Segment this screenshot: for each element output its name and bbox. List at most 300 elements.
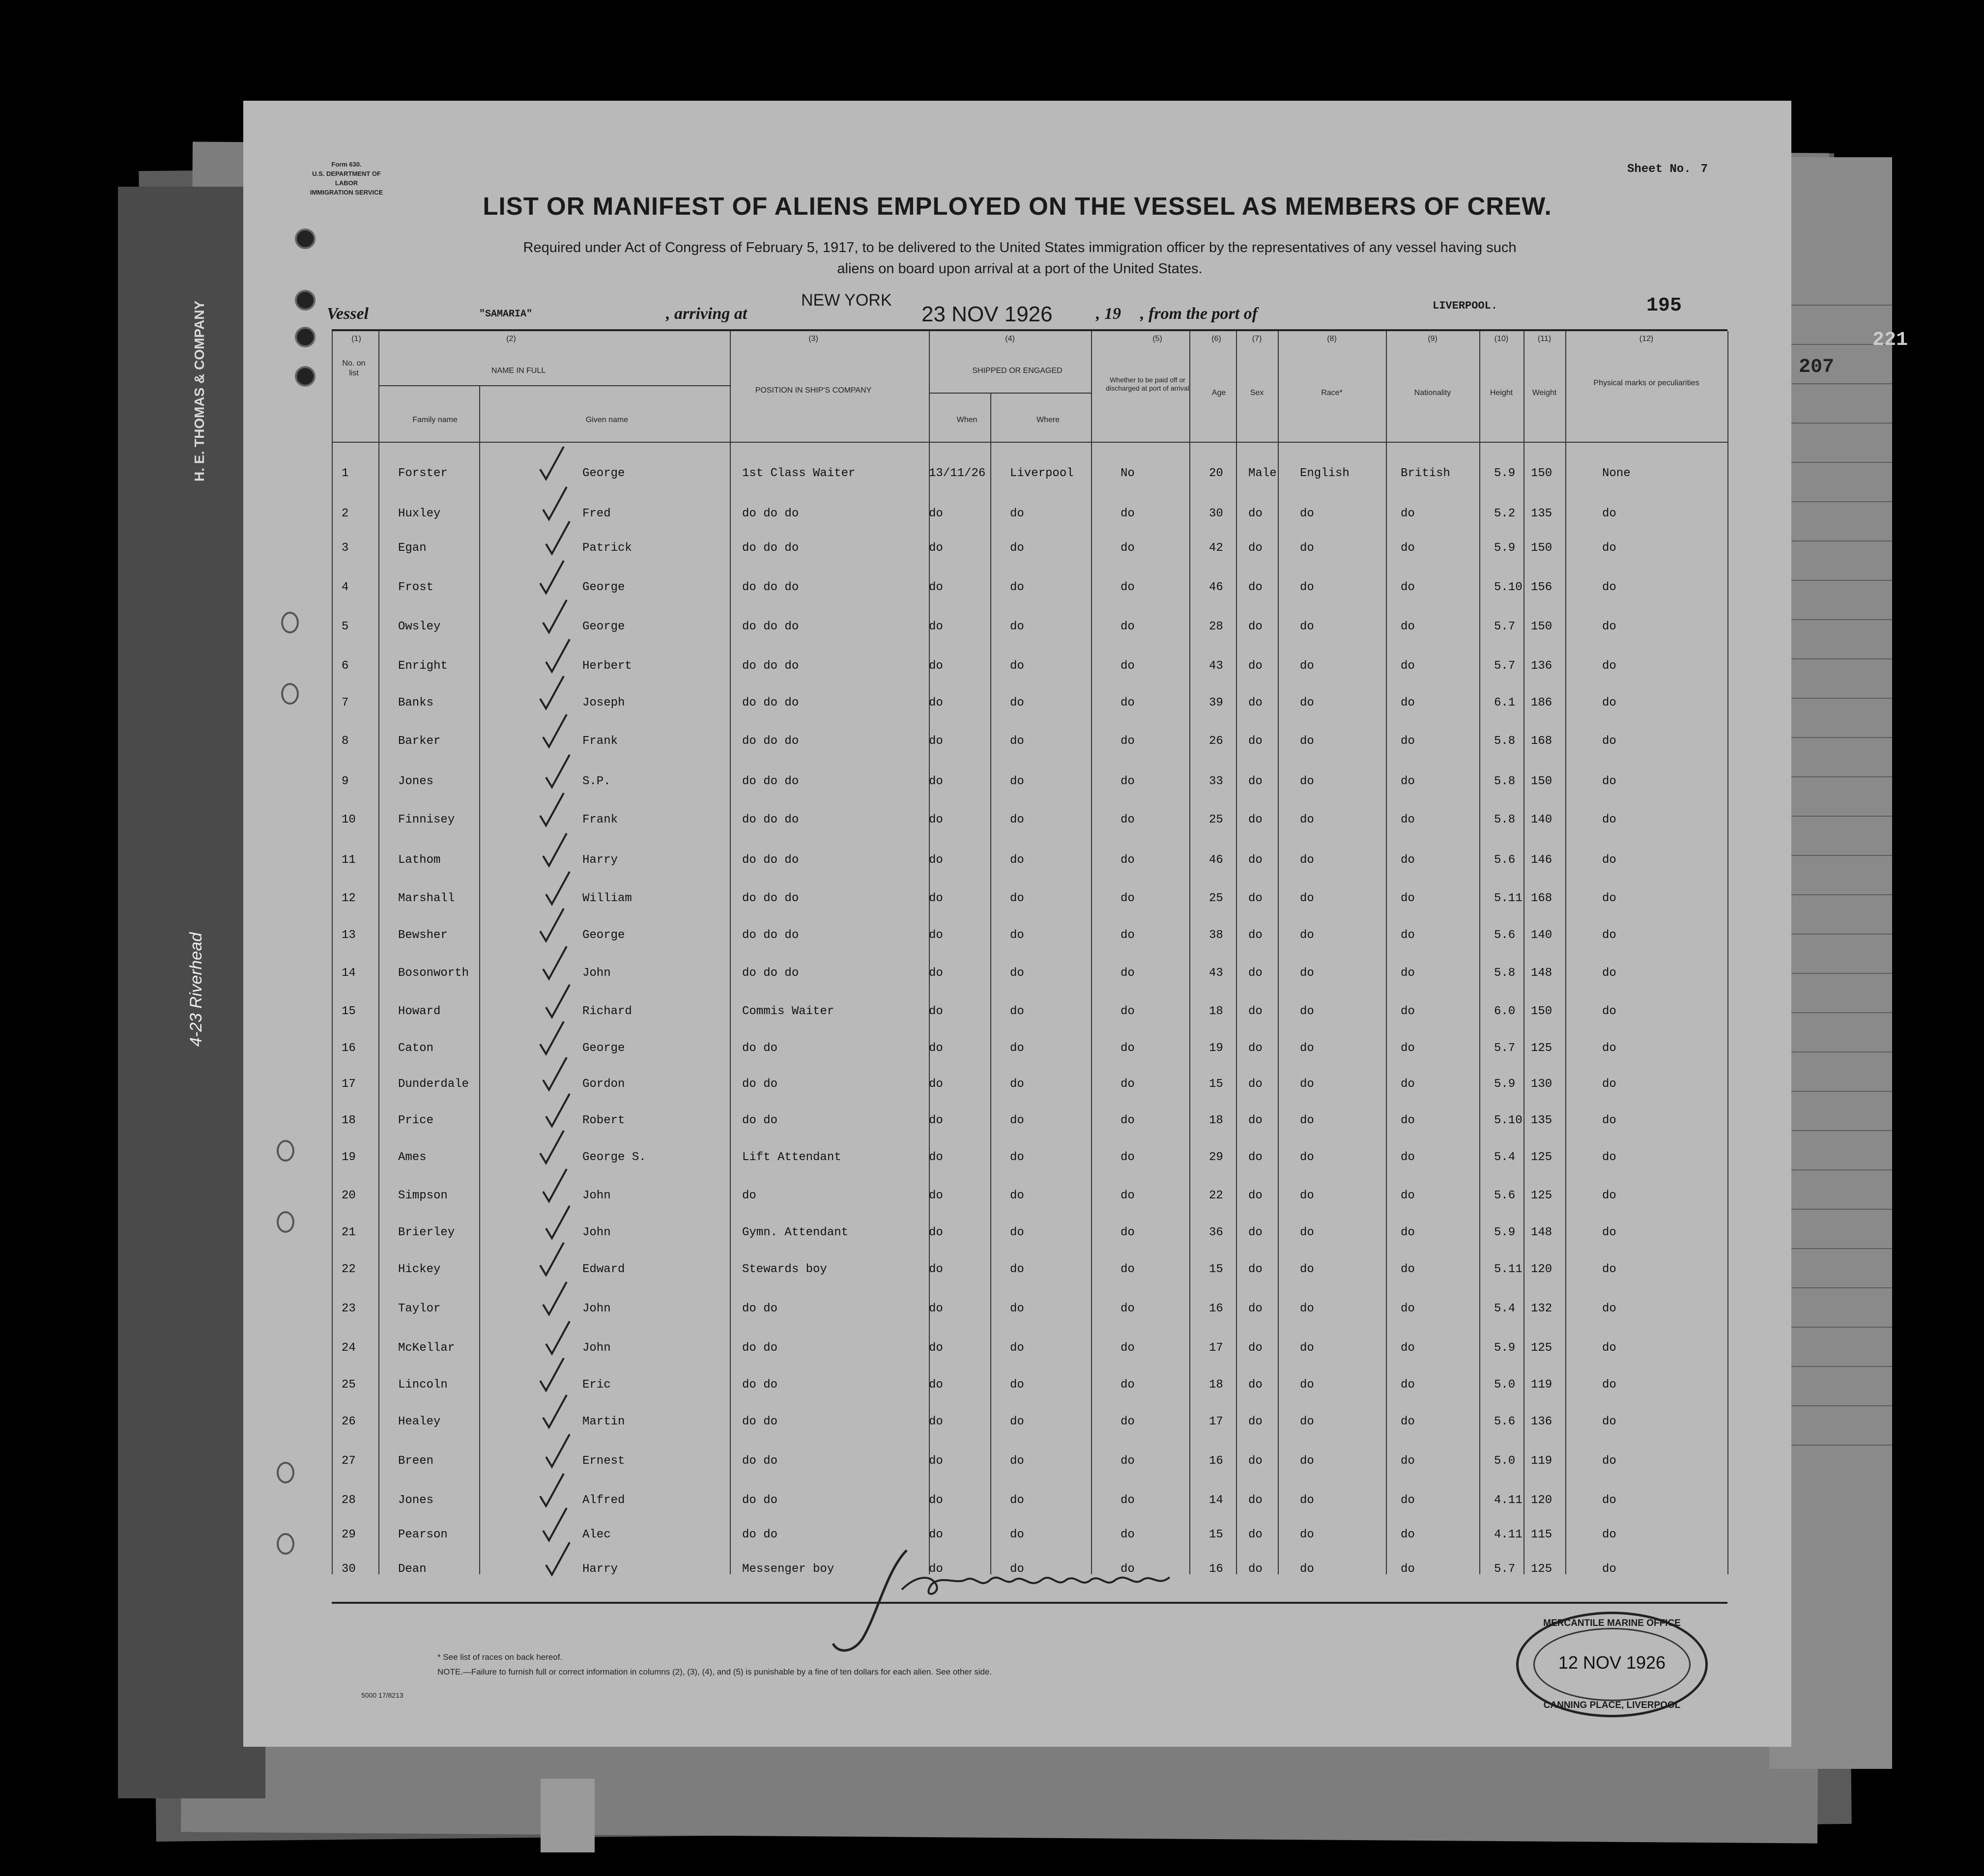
weight: 120: [1531, 1263, 1553, 1276]
nationality: do: [1401, 1415, 1415, 1428]
given-name: Alfred: [582, 1494, 625, 1507]
nationality: do: [1401, 1563, 1415, 1576]
weight: 125: [1531, 1563, 1553, 1576]
race: do: [1300, 1042, 1314, 1055]
engaged-where: do: [1010, 1151, 1024, 1164]
sex: do: [1248, 1189, 1263, 1202]
physical-marks: do: [1602, 1263, 1616, 1276]
sex: do: [1248, 892, 1263, 905]
page-subtitle: [332, 237, 1708, 280]
engaged-where: do: [1010, 929, 1024, 942]
weight: 125: [1531, 1341, 1553, 1355]
given-name: Ernest: [582, 1454, 625, 1468]
physical-marks: do: [1602, 775, 1616, 788]
paid-off: do: [1121, 696, 1135, 710]
row-number: 5: [342, 620, 349, 633]
engaged-when: do: [929, 1005, 943, 1018]
age: 28: [1209, 620, 1223, 633]
nationality: do: [1401, 1189, 1415, 1202]
col-header: POSITION IN SHIP'S COMPANY: [755, 386, 872, 395]
position: 1st Class Waiter: [742, 467, 856, 480]
physical-marks: do: [1602, 1494, 1616, 1507]
given-name: John: [582, 1226, 611, 1239]
paid-off: do: [1121, 1563, 1135, 1576]
given-name: John: [582, 1302, 611, 1315]
height: 5.6: [1494, 1189, 1516, 1202]
check-mark-icon: [544, 870, 571, 907]
binder-hole: [277, 1211, 294, 1233]
engaged-when: do: [929, 775, 943, 788]
height: 5.9: [1494, 467, 1516, 480]
given-name: Frank: [582, 813, 618, 826]
paid-off: do: [1121, 1378, 1135, 1392]
given-name: Fred: [582, 507, 611, 520]
engaged-when: do: [929, 929, 943, 942]
race: do: [1300, 1341, 1314, 1355]
col-header: NAME IN FULL: [491, 367, 546, 375]
race: do: [1300, 853, 1314, 867]
age: 16: [1209, 1454, 1223, 1468]
given-name: S.P.: [582, 775, 611, 788]
given-name: Edward: [582, 1263, 625, 1276]
given-name: Richard: [582, 1005, 632, 1018]
position: Stewards boy: [742, 1263, 827, 1276]
nationality: do: [1401, 775, 1415, 788]
engaged-where: do: [1010, 1528, 1024, 1541]
printer-mark: 5000 17/8213: [361, 1691, 403, 1699]
race: do: [1300, 892, 1314, 905]
physical-marks: do: [1602, 1454, 1616, 1468]
row-number: 13: [342, 929, 356, 942]
engaged-where: do: [1010, 1563, 1024, 1576]
sex: do: [1248, 1341, 1263, 1355]
col-header: Race*: [1321, 389, 1343, 397]
binder-hole: [277, 1140, 294, 1162]
col-header: No. on list: [342, 359, 366, 377]
sex: do: [1248, 775, 1263, 788]
given-name: George: [582, 467, 625, 480]
paid-off: do: [1121, 1263, 1135, 1276]
position: do: [742, 1189, 756, 1202]
physical-marks: do: [1602, 1114, 1616, 1127]
given-name: George: [582, 581, 625, 594]
paid-off: do: [1121, 929, 1135, 942]
sex: do: [1248, 1302, 1263, 1315]
physical-marks: do: [1602, 696, 1616, 710]
engaged-where: do: [1010, 620, 1024, 633]
col-subheader: When: [956, 416, 978, 424]
row-number: 12: [342, 892, 356, 905]
physical-marks: do: [1602, 1226, 1616, 1239]
age: 15: [1209, 1263, 1223, 1276]
age: 36: [1209, 1226, 1223, 1239]
row-number: 18: [342, 1114, 356, 1127]
position: do do: [742, 1528, 778, 1541]
signature: [818, 1531, 1261, 1658]
paid-off: do: [1121, 853, 1135, 867]
position: do do: [742, 1341, 778, 1355]
engaged-where: do: [1010, 581, 1024, 594]
position: Gymn. Attendant: [742, 1226, 849, 1239]
height: 5.11: [1494, 1263, 1523, 1276]
row-number: 20: [342, 1189, 356, 1202]
engaged-where: do: [1010, 1226, 1024, 1239]
age: 15: [1209, 1528, 1223, 1541]
sex: do: [1248, 507, 1263, 520]
paid-off: do: [1121, 581, 1135, 594]
race: do: [1300, 775, 1314, 788]
check-mark-icon: [538, 1356, 565, 1393]
height: 4.11: [1494, 1528, 1523, 1541]
footnote-races: * See list of races on back hereof.: [437, 1652, 563, 1662]
paid-off: No: [1121, 467, 1135, 480]
nationality: do: [1401, 659, 1415, 673]
engaged-where: do: [1010, 1415, 1024, 1428]
age: 46: [1209, 853, 1223, 867]
race: do: [1300, 507, 1314, 520]
race: do: [1300, 1114, 1314, 1127]
engaged-when: do: [929, 1494, 943, 1507]
check-mark-icon: [538, 907, 565, 943]
col-num: (9): [1428, 335, 1438, 343]
position: do do do: [742, 541, 799, 555]
nationality: do: [1401, 507, 1415, 520]
age: 39: [1209, 696, 1223, 710]
row-number: 28: [342, 1494, 356, 1507]
binder-hole: [281, 612, 299, 633]
sex: do: [1248, 929, 1263, 942]
row-number: 4: [342, 581, 349, 594]
nationality: do: [1401, 892, 1415, 905]
sex: do: [1248, 659, 1263, 673]
binder-hole: [295, 290, 316, 311]
sex: do: [1248, 1454, 1263, 1468]
physical-marks: do: [1602, 1528, 1616, 1541]
engaged-where: Liverpool: [1010, 467, 1074, 480]
check-mark-icon: [538, 559, 565, 596]
weight: 150: [1531, 467, 1553, 480]
row-number: 25: [342, 1378, 356, 1392]
col-num: (1): [351, 335, 361, 343]
sex: do: [1248, 1378, 1263, 1392]
row-number: 15: [342, 1005, 356, 1018]
physical-marks: do: [1602, 1341, 1616, 1355]
family-name: Howard: [398, 1005, 441, 1018]
height: 5.4: [1494, 1151, 1516, 1164]
physical-marks: do: [1602, 1151, 1616, 1164]
binder-hole: [277, 1533, 294, 1555]
page-title: LIST OR MANIFEST OF ALIENS EMPLOYED ON THE VESSEL AS MEMBERS OF CREW.: [483, 192, 1552, 220]
family-name: Dunderdale: [398, 1078, 469, 1091]
paid-off: do: [1121, 1415, 1135, 1428]
engaged-where: do: [1010, 1042, 1024, 1055]
sex: do: [1248, 1415, 1263, 1428]
race: do: [1300, 1005, 1314, 1018]
nationality: British: [1401, 467, 1450, 480]
weight: 186: [1531, 696, 1553, 710]
paid-off: do: [1121, 507, 1135, 520]
paid-off: do: [1121, 892, 1135, 905]
given-name: John: [582, 1189, 611, 1202]
given-name: Harry: [582, 853, 618, 867]
engaged-where: do: [1010, 1078, 1024, 1091]
col-num: (7): [1252, 335, 1262, 343]
engaged-when: 13/11/26: [929, 467, 986, 480]
family-name: Owsley: [398, 620, 441, 633]
height: 5.11: [1494, 892, 1523, 905]
row-number: 16: [342, 1042, 356, 1055]
height: 5.8: [1494, 775, 1516, 788]
race: do: [1300, 1378, 1314, 1392]
nationality: do: [1401, 853, 1415, 867]
engaged-where: do: [1010, 1005, 1024, 1018]
race: do: [1300, 1415, 1314, 1428]
check-mark-icon: [544, 1432, 571, 1469]
family-name: Dean: [398, 1563, 427, 1576]
family-name: Jones: [398, 775, 434, 788]
engaged-when: do: [929, 1226, 943, 1239]
height: 6.0: [1494, 1005, 1516, 1018]
position: do do do: [742, 892, 799, 905]
subtitle-line: aliens on board upon arrival at a port of the United States.: [837, 261, 1203, 277]
height: 5.7: [1494, 1042, 1516, 1055]
engaged-where: do: [1010, 1454, 1024, 1468]
physical-marks: do: [1602, 966, 1616, 980]
row-number: 1: [342, 467, 349, 480]
family-name: Jones: [398, 1494, 434, 1507]
race: do: [1300, 929, 1314, 942]
weight: 148: [1531, 1226, 1553, 1239]
position: do do do: [742, 507, 799, 520]
engaged-when: do: [929, 1341, 943, 1355]
weight: 156: [1531, 581, 1553, 594]
race: do: [1300, 1302, 1314, 1315]
position: do do do: [742, 659, 799, 673]
position: do do: [742, 1454, 778, 1468]
sex: do: [1248, 1078, 1263, 1091]
nationality: do: [1401, 1378, 1415, 1392]
height: 5.7: [1494, 1563, 1516, 1576]
height: 5.6: [1494, 929, 1516, 942]
position: do do do: [742, 735, 799, 748]
given-name: Martin: [582, 1415, 625, 1428]
paid-off: do: [1121, 620, 1135, 633]
engaged-where: do: [1010, 1302, 1024, 1315]
weight: 115: [1531, 1528, 1553, 1541]
race: do: [1300, 659, 1314, 673]
family-name: Lincoln: [398, 1378, 448, 1392]
subtitle-line: Required under Act of Congress of February 5, 1917, to be delivered to the United States immigration officer by the representatives of any vessel having such: [523, 240, 1517, 256]
family-name: Barker: [398, 735, 441, 748]
engaged-when: do: [929, 1415, 943, 1428]
given-name: Patrick: [582, 541, 632, 555]
physical-marks: do: [1602, 813, 1616, 826]
engaged-where: do: [1010, 966, 1024, 980]
sheet-value: 7: [1700, 163, 1708, 176]
weight: 168: [1531, 735, 1553, 748]
height: 5.9: [1494, 1341, 1516, 1355]
physical-marks: do: [1602, 507, 1616, 520]
paid-off: do: [1121, 1189, 1135, 1202]
nationality: do: [1401, 1263, 1415, 1276]
height: 5.9: [1494, 1226, 1516, 1239]
sex: do: [1248, 581, 1263, 594]
height: 5.2: [1494, 507, 1516, 520]
col-header: Weight: [1532, 389, 1557, 397]
given-name: John: [582, 966, 611, 980]
weight: 150: [1531, 775, 1553, 788]
check-mark-icon: [544, 1204, 571, 1241]
engaged-when: do: [929, 1378, 943, 1392]
check-mark-icon: [541, 944, 568, 981]
engaged-where: do: [1010, 696, 1024, 710]
paid-off: do: [1121, 1078, 1135, 1091]
height: 5.6: [1494, 853, 1516, 867]
row-number: 17: [342, 1078, 356, 1091]
col-num: (6): [1211, 335, 1221, 343]
age: 42: [1209, 541, 1223, 555]
sex: do: [1248, 541, 1263, 555]
engaged-when: do: [929, 620, 943, 633]
given-name: Frank: [582, 735, 618, 748]
physical-marks: do: [1602, 1302, 1616, 1315]
physical-marks: None: [1602, 467, 1631, 480]
col-header: Physical marks or peculiarities: [1593, 379, 1699, 387]
given-name: Harry: [582, 1563, 618, 1576]
age: 38: [1209, 929, 1223, 942]
given-name: George: [582, 1042, 625, 1055]
engaged-where: do: [1010, 1341, 1024, 1355]
check-mark-icon: [541, 485, 568, 522]
row-number: 2: [342, 507, 349, 520]
age: 22: [1209, 1189, 1223, 1202]
paid-off: do: [1121, 1494, 1135, 1507]
check-mark-icon: [544, 519, 571, 556]
paid-off: do: [1121, 1226, 1135, 1239]
engaged-where: do: [1010, 541, 1024, 555]
stamp-bottom-text: CANNING PLACE, LIVERPOOL: [1543, 1700, 1681, 1710]
nationality: do: [1401, 1226, 1415, 1239]
sex: do: [1248, 735, 1263, 748]
age: 25: [1209, 813, 1223, 826]
position: do do do: [742, 929, 799, 942]
col-header: Height: [1490, 389, 1513, 397]
engaged-when: do: [929, 966, 943, 980]
height: 5.10: [1494, 1114, 1523, 1127]
sex: Male: [1248, 467, 1277, 480]
row-number: 26: [342, 1415, 356, 1428]
weight: 150: [1531, 620, 1553, 633]
engaged-when: do: [929, 1263, 943, 1276]
sex: do: [1248, 1042, 1263, 1055]
height: 5.10: [1494, 581, 1523, 594]
engaged-where: do: [1010, 1494, 1024, 1507]
given-name: Alec: [582, 1528, 611, 1541]
family-name: Taylor: [398, 1302, 441, 1315]
engaged-when: do: [929, 735, 943, 748]
paid-off: do: [1121, 1114, 1135, 1127]
position: do do do: [742, 581, 799, 594]
check-mark-icon: [544, 1319, 571, 1356]
check-mark-icon: [541, 1393, 568, 1430]
check-mark-icon: [541, 1167, 568, 1204]
age: 15: [1209, 1078, 1223, 1091]
engaged-when: do: [929, 1563, 943, 1576]
right-margin-number: 221: [1872, 329, 1908, 351]
nationality: do: [1401, 1528, 1415, 1541]
sex: do: [1248, 813, 1263, 826]
engaged-when: do: [929, 659, 943, 673]
height: 5.0: [1494, 1378, 1516, 1392]
weight: 135: [1531, 507, 1553, 520]
height: 5.6: [1494, 1415, 1516, 1428]
race: do: [1300, 581, 1314, 594]
right-margin-number: 207: [1799, 356, 1835, 378]
position: do do do: [742, 696, 799, 710]
family-name: Caton: [398, 1042, 434, 1055]
family-name: Egan: [398, 541, 427, 555]
vessel-name: "SAMARIA": [479, 309, 533, 320]
position: do do: [742, 1415, 778, 1428]
height: 5.0: [1494, 1454, 1516, 1468]
family-name: Simpson: [398, 1189, 448, 1202]
row-number: 23: [342, 1302, 356, 1315]
left-vertical-text: H. E. THOMAS & COMPANY: [192, 300, 207, 482]
given-name: Herbert: [582, 659, 632, 673]
position: do do do: [742, 813, 799, 826]
sex: do: [1248, 1528, 1263, 1541]
col-header: Age: [1211, 389, 1226, 397]
given-name: John: [582, 1341, 611, 1355]
physical-marks: do: [1602, 1378, 1616, 1392]
family-name: Forster: [398, 467, 448, 480]
stamp-top-text: MERCANTILE MARINE OFFICE: [1543, 1618, 1681, 1628]
family-name: Lathom: [398, 853, 441, 867]
form-service: IMMIGRATION SERVICE: [310, 189, 383, 196]
paid-off: do: [1121, 813, 1135, 826]
check-mark-icon: [541, 1055, 568, 1092]
height: 5.7: [1494, 659, 1516, 673]
col-subheader: Given name: [585, 416, 629, 424]
sheet-label: Sheet No.: [1627, 163, 1691, 176]
race: do: [1300, 1078, 1314, 1091]
footnote-note: NOTE.—Failure to furnish full or correct information in columns (2), (3), (4), and (5) is punishable by a fine of ten dollars for each alien. See other side.: [437, 1667, 992, 1677]
check-mark-icon: [541, 1506, 568, 1543]
left-handwriting: 4-23 Riverhead: [187, 932, 205, 1047]
check-mark-icon: [541, 1280, 568, 1317]
engaged-when: do: [929, 1189, 943, 1202]
physical-marks: do: [1602, 581, 1616, 594]
age: 18: [1209, 1005, 1223, 1018]
engaged-when: do: [929, 507, 943, 520]
race: do: [1300, 1151, 1314, 1164]
age: 43: [1209, 966, 1223, 980]
row-number: 8: [342, 735, 349, 748]
family-name: Bewsher: [398, 929, 448, 942]
engaged-when: do: [929, 541, 943, 555]
weight: 119: [1531, 1454, 1553, 1468]
given-name: George S.: [582, 1151, 646, 1164]
check-mark-icon: [544, 983, 571, 1020]
family-name: Enright: [398, 659, 448, 673]
col-header: SHIPPED OR ENGAGED: [972, 367, 1063, 375]
family-name: Hickey: [398, 1263, 441, 1276]
nationality: do: [1401, 966, 1415, 980]
race: do: [1300, 541, 1314, 555]
family-name: McKellar: [398, 1341, 455, 1355]
row-number: 10: [342, 813, 356, 826]
check-mark-icon: [544, 637, 571, 674]
